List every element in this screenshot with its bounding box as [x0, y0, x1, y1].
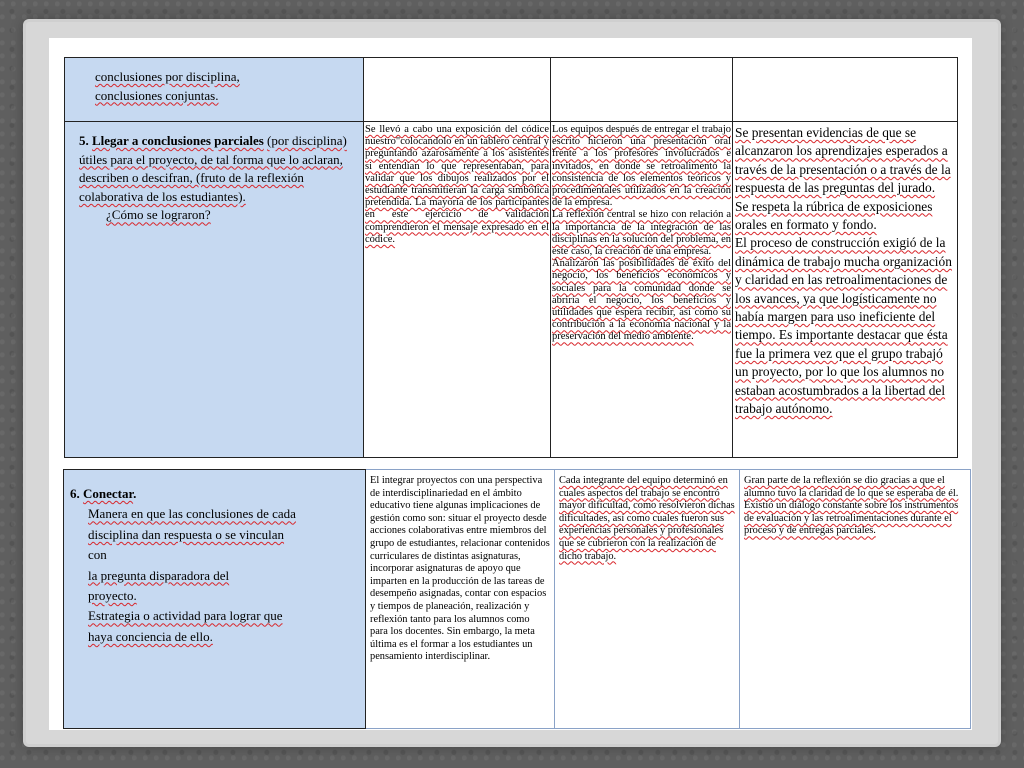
criterion-title: Conectar	[83, 486, 134, 501]
reflection-paragraph: El proceso de construcción exigió de la dinámica de trabajo mucha organización y claridad en las retroalimentaciones de los avances, ya que logísticamente no había margen para uso ineficiente del tiempo. Es importante destacar que ésta fue la primera vez que el grupo trabajó un proyecto, por lo que los alumnos no estaban acostumbrados a la libertad del trabajo autónomo.	[735, 235, 952, 417]
reflection-cell	[733, 122, 958, 458]
empty-cell	[733, 58, 958, 122]
evidence-text: Cada integrante del equipo determinó en cuales aspectos del trabajo se encontró mayor dificultad, como resolvieron dichas dificultades, así como cuales fueron sus experiencias personales y profesionales que se cubrieron con la realización de dicho trabajo.	[559, 475, 735, 562]
evidence-text: Se llevó a cabo una exposición del códice nuestro"colocandolo en un tablero central y preguntando azarosamente a los asistentes si entendían lo que representaban, para validar que los dibujos realizados por el estudiante transmitieran la carga simbólica pretendida. La mayoría de los participantes en este ejercicio de validación comprendieron el mensaje expresado en el códice.	[365, 124, 549, 245]
criterion-text	[79, 132, 351, 206]
table-row	[64, 470, 971, 729]
label-line: proyecto.	[88, 588, 137, 604]
table-row	[65, 58, 958, 122]
reflection-cell	[740, 470, 971, 729]
criterion-cell-conectar	[64, 470, 366, 729]
label-line: haya conciencia de ello.	[88, 628, 213, 644]
table-bottom	[63, 469, 971, 729]
label-line: disciplina dan respuesta o se vinculan	[88, 526, 285, 542]
evidence-paragraph: Los equipos después de entregar el trabajo escrito hicieron una presentación oral frente a los profesores involucrados e invitados, en donde se retroalimentó la consistencia de los elementos teóricos y procedimentales utilizados en la creación de la empresa.	[552, 124, 731, 209]
criterion-question: ¿Cómo se lograron?	[106, 207, 211, 223]
criterion-cell-conclusiones	[65, 122, 364, 458]
label-line: conclusiones conjuntas.	[95, 87, 219, 103]
label-line: Manera en que las conclusiones de cada	[88, 506, 296, 522]
document-slide	[49, 38, 972, 730]
criterion-description: (por disciplina) útiles para el proyecto, de tal forma que lo aclaran, describen o descifran, (fruto de la reflexión colaborativa de los estudiantes).	[79, 133, 347, 204]
label-line: con	[88, 547, 107, 563]
table-row	[65, 122, 958, 458]
reflection-paragraph: Se presentan evidencias de que se alcanzaron los aprendizajes esperados a través de la presentación o a través de la respuesta de las preguntas del jurado.	[735, 125, 951, 196]
criterion-number: 6.	[70, 486, 80, 501]
criterion-heading: 6. Conectar.	[70, 486, 137, 501]
evidence-cell	[551, 122, 733, 458]
criterion-number: 5.	[79, 133, 89, 148]
table-top	[64, 57, 958, 458]
empty-cell	[551, 58, 733, 122]
evidence-text: El integrar proyectos con una perspectiva de interdisciplinariedad en el ámbito educativo tiene algunas implicaciones de gestión como son: situar el proyecto desde acciones colaborativas entre miembros del grupo de estudiantes, relacionar contenidos curriculares de distintas asignaturas, incorporar asignaturas de apoyo que imparten en la producción de las tareas de desempeño asignadas, contar con espacios y tiempos de planeación, realización y reflexión tanto para los alumnos como para los docentes. Sin embargo, la meta última es el formar a los estudiantes un pensamiento interdisciplinar.	[370, 475, 550, 663]
evidence-cell	[555, 470, 740, 729]
label-line: la pregunta disparadora del	[88, 567, 230, 583]
evidence-paragraph: Analizaron las posibilidades de éxito del negocio, los beneficios económicos y sociales para la comunidad donde se abriría el negocio, los beneficios y utilidades que espera recibir, así como su contribución a la economía nacional y la preservación del medio ambiente.	[552, 258, 731, 343]
criterion-cell-disciplinas	[65, 58, 364, 122]
reflection-paragraph: Se respeta la rúbrica de exposiciones orales en formato y fondo.	[735, 198, 933, 233]
evidence-cell	[364, 122, 551, 458]
label-line: Estrategia o actividad para lograr que	[88, 608, 283, 624]
label-line: conclusiones por disciplina,	[95, 69, 240, 84]
criterion-title: Llegar a conclusiones parciales	[92, 133, 264, 148]
reflection-text: Gran parte de la reflexión se dio gracias a que el alumno tuvo la claridad de lo que se esperaba de él. Existió un diálogo constante sobre los instrumentos de evaluación y las retroalimentaciones durante el proceso y de entregas parciales.	[744, 475, 959, 537]
evidence-paragraph: La reflexión central se hizo con relación a la importancia de la integración de las disciplinas en la solución del problema, en este caso, la creación de una empresa.	[552, 209, 731, 258]
evidence-cell	[366, 470, 555, 729]
empty-cell	[364, 58, 551, 122]
